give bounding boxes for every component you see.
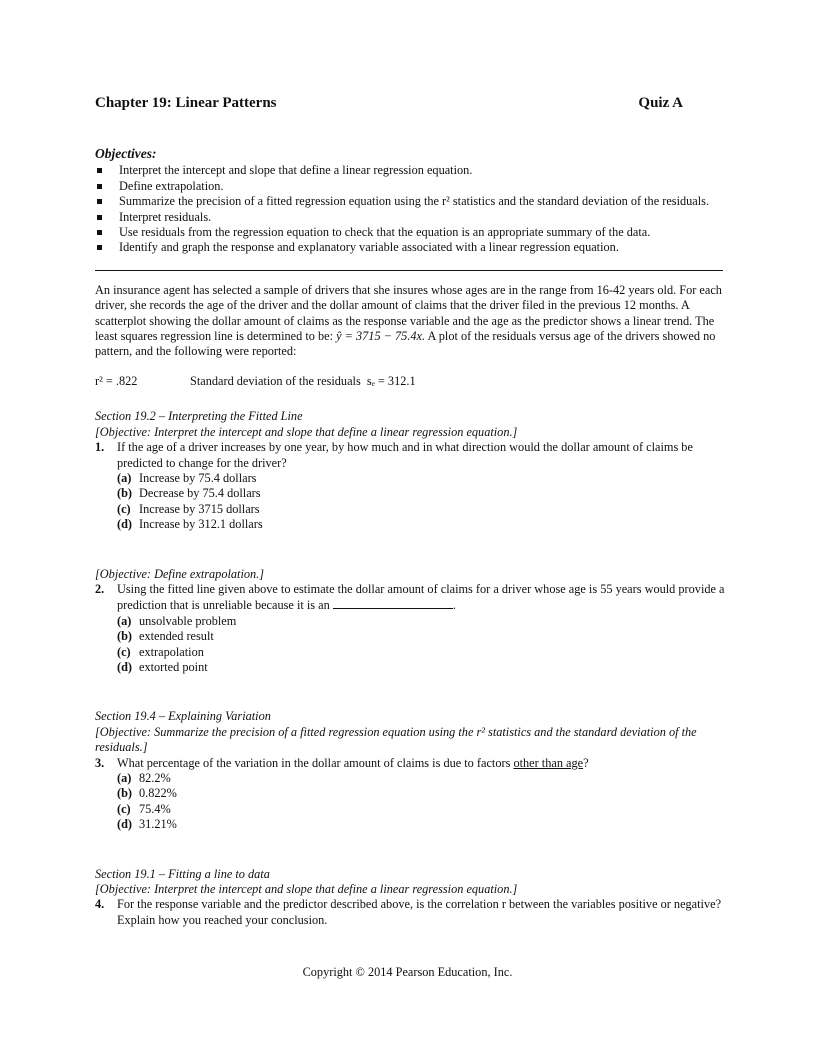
scenario-paragraph bbox=[95, 283, 725, 360]
objectives-list bbox=[95, 163, 725, 255]
answer-option[interactable] bbox=[117, 614, 725, 629]
answer-option[interactable] bbox=[117, 771, 725, 786]
option-text: extended result bbox=[139, 629, 214, 644]
regression-equation: ŷ = 3715 − 75.4x. bbox=[336, 329, 426, 344]
quiz-page bbox=[95, 96, 725, 928]
question-number: 3. bbox=[95, 755, 105, 770]
objective-item: Interpret residuals. bbox=[95, 210, 725, 225]
option-letter: (a) bbox=[117, 613, 132, 628]
section-divider bbox=[95, 270, 723, 271]
scenario-text: An insurance agent has selected a sample of drivers that she insures whose ages are in the range from 16-42 years old. For each driver, she records the age of the driver and the dollar amount of claims that the driver filed in the previous 12 months. A scatterplot showing the dollar amount of claims as the response variable and the age as the predictor shows a linear trend. The least squares regression line is determined to be: bbox=[95, 282, 722, 344]
option-text: extrapolation bbox=[139, 644, 204, 659]
question-text-body: What percentage of the variation in the dollar amount of claims is due to factors bbox=[117, 755, 511, 770]
question-text-end: ? bbox=[583, 755, 589, 770]
answer-blank[interactable] bbox=[333, 597, 453, 609]
question-text bbox=[117, 756, 725, 771]
option-text: Increase by 312.1 dollars bbox=[139, 517, 263, 532]
option-letter: (d) bbox=[117, 659, 133, 674]
option-letter: (c) bbox=[117, 801, 131, 816]
underlined-phrase: other than age bbox=[513, 755, 584, 770]
option-text: 75.4% bbox=[139, 801, 171, 816]
answer-options bbox=[95, 614, 725, 676]
objective-item: Use residuals from the regression equation to check that the equation is an appropriate summary of the data. bbox=[95, 225, 725, 240]
question-text bbox=[117, 582, 725, 614]
objective-item: Interpret the intercept and slope that define a linear regression equation. bbox=[95, 163, 725, 178]
question-number: 2. bbox=[95, 581, 105, 596]
question-text: For the response variable and the predictor described above, is the correlation r between the variables positive or negative? Explain how you reached your conclusion. bbox=[117, 897, 722, 927]
option-text: Increase by 3715 dollars bbox=[139, 501, 260, 516]
option-text: extorted point bbox=[139, 659, 208, 674]
quiz-label: Quiz A bbox=[638, 95, 683, 111]
question-1-block bbox=[95, 409, 725, 532]
chapter-title: Chapter 19: Linear Patterns bbox=[95, 95, 277, 111]
answer-option[interactable] bbox=[117, 786, 725, 801]
section-title: Section 19.2 – Interpreting the Fitted Line bbox=[95, 409, 303, 424]
r-squared-value: r² = .822 bbox=[95, 373, 138, 388]
answer-option[interactable] bbox=[117, 471, 725, 486]
option-letter: (b) bbox=[117, 786, 133, 801]
answer-options bbox=[95, 771, 725, 833]
objective-item: Identify and graph the response and explanatory variable associated with a linear regression equation. bbox=[95, 240, 725, 255]
option-text: 31.21% bbox=[139, 817, 177, 832]
option-letter: (c) bbox=[117, 501, 131, 516]
question-objective: [Objective: Interpret the intercept and slope that define a linear regression equation.] bbox=[95, 424, 518, 439]
question-number: 4. bbox=[95, 897, 105, 912]
option-text: unsolvable problem bbox=[139, 613, 237, 628]
reported-statistics bbox=[95, 374, 725, 389]
question-number: 1. bbox=[95, 440, 105, 455]
question-4 bbox=[95, 897, 725, 928]
question-3 bbox=[95, 756, 725, 771]
option-letter: (d) bbox=[117, 517, 133, 532]
option-text: Increase by 75.4 dollars bbox=[139, 470, 257, 485]
question-2-block bbox=[95, 567, 725, 676]
question-objective: [Objective: Interpret the intercept and slope that define a linear regression equation.] bbox=[95, 882, 518, 897]
section-title: Section 19.4 – Explaining Variation bbox=[95, 709, 271, 724]
question-text: If the age of a driver increases by one year, by how much and in what direction would the dollar amount of claims be predicted to change for the driver? bbox=[117, 440, 693, 470]
answer-option[interactable] bbox=[117, 517, 725, 532]
option-letter: (c) bbox=[117, 644, 131, 659]
objective-item: Summarize the precision of a fitted regression equation using the r² statistics and the standard deviation of the residuals. bbox=[95, 194, 725, 209]
residual-sd-label: Standard deviation of the residuals bbox=[190, 373, 361, 388]
question-text-end: . bbox=[452, 598, 456, 613]
objective-item: Define extrapolation. bbox=[95, 179, 725, 194]
answer-option[interactable] bbox=[117, 502, 725, 517]
question-objective: [Objective: Define extrapolation.] bbox=[95, 566, 265, 581]
option-letter: (a) bbox=[117, 470, 132, 485]
option-letter: (b) bbox=[117, 486, 133, 501]
option-letter: (b) bbox=[117, 629, 133, 644]
answer-option[interactable] bbox=[117, 645, 725, 660]
option-text: 0.822% bbox=[139, 786, 177, 801]
question-4-block bbox=[95, 867, 725, 929]
option-letter: (a) bbox=[117, 771, 132, 785]
objectives-heading: Objectives: bbox=[95, 146, 157, 161]
scenario-text-after: A plot of the residuals versus age of the drivers showed no pattern, and the following were reported: bbox=[95, 329, 716, 359]
answer-option[interactable] bbox=[117, 817, 725, 832]
answer-option[interactable] bbox=[117, 629, 725, 644]
question-text-body: Using the fitted line given above to estimate the dollar amount of claims for a driver whose age is 55 years would provide a prediction that is unreliable because it is an bbox=[117, 581, 725, 613]
answer-options bbox=[95, 471, 725, 533]
answer-option[interactable] bbox=[117, 802, 725, 817]
option-text: Decrease by 75.4 dollars bbox=[139, 486, 261, 501]
copyright-footer: Copyright © 2014 Pearson Education, Inc. bbox=[302, 965, 513, 979]
residual-sd-value: sₑ = 312.1 bbox=[366, 373, 416, 388]
option-text: 82.2% bbox=[139, 771, 171, 785]
question-3-block bbox=[95, 709, 725, 832]
option-letter: (d) bbox=[117, 817, 133, 832]
question-1 bbox=[95, 440, 725, 471]
question-2 bbox=[95, 582, 725, 614]
answer-option[interactable] bbox=[117, 486, 725, 501]
section-title: Section 19.1 – Fitting a line to data bbox=[95, 866, 270, 881]
answer-option[interactable] bbox=[117, 660, 725, 675]
page-header bbox=[95, 96, 725, 118]
question-objective: [Objective: Summarize the precision of a fitted regression equation using the r² statistics and the standard deviation of the residuals.] bbox=[95, 724, 697, 755]
